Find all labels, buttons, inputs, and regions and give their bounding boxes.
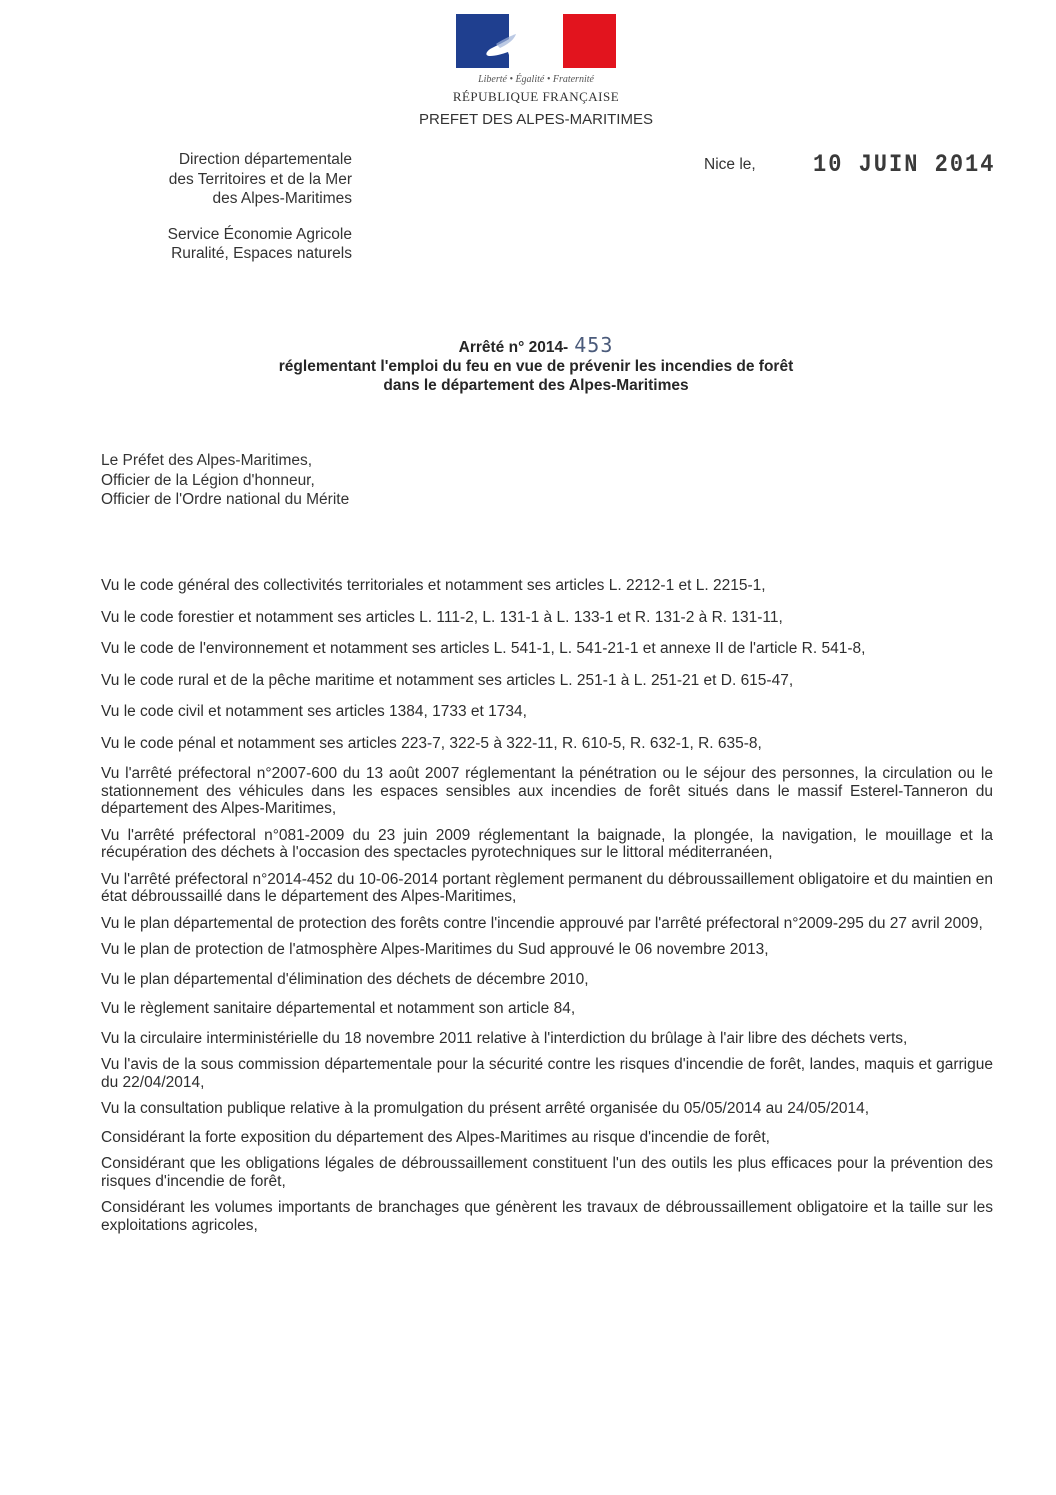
visa-paragraph: Vu le code civil et notamment ses articles 1384, 1733 et 1734, [101, 703, 527, 720]
visa-paragraph: Vu le code de l'environnement et notamment ses articles L. 541-1, L. 541-21-1 et annexe II de l'article R. 541-8, [101, 640, 866, 657]
visas-list [101, 577, 993, 1234]
prefect-line: Officier de la Légion d'honneur, [101, 471, 315, 489]
decree-title [180, 333, 892, 395]
date-stamp: 10 JUIN 2014 [813, 150, 996, 179]
prefecture-label: PREFET DES ALPES-MARITIMES [419, 111, 653, 128]
visa-paragraph: Vu le code rural et de la pêche maritime et notamment ses articles L. 251-1 à L. 251-21 et D. 615-47, [101, 671, 794, 689]
visa-paragraph: Vu la consultation publique relative à la promulgation du présent arrêté organisée du 05/05/2014 au 24/05/2014, [101, 1100, 870, 1117]
visa-paragraph: Vu le plan départemental de protection des forêts contre l'incendie approuvé par l'arrêté préfectoral n°2009-295 du 27 avril 2009, [101, 914, 983, 932]
decree-title-line: dans le département des Alpes-Maritimes [383, 377, 689, 394]
sub-service-line: Ruralité, Espaces naturels [171, 245, 352, 262]
decree-number-prefix: Arrêté n° 2014- [458, 339, 569, 356]
marianne-logo-icon [456, 14, 616, 68]
date-place: Nice le, [704, 156, 756, 173]
prefect-line: Le Préfet des Alpes-Maritimes, [101, 452, 313, 469]
visa-paragraph: Vu l'arrêté préfectoral n°081-2009 du 23 juin 2009 réglementant la baignade, la plongée, la navigation, le mouillage et la récupération des déchets à l'occasion des spectacles pyrotechniques sur le littoral méditerranéen, [101, 826, 993, 861]
visa-paragraph: Vu le règlement sanitaire départemental et notamment son article 84, [101, 1000, 576, 1017]
issuing-service [120, 150, 352, 264]
considering-paragraph: Considérant la forte exposition du département des Alpes-Maritimes au risque d'incendie de forêt, [101, 1128, 770, 1146]
decree-title-line: réglementant l'emploi du feu en vue de prévenir les incendies de forêt [278, 358, 794, 375]
visa-paragraph: Vu le code pénal et notamment ses articles 223-7, 322-5 à 322-11, R. 610-5, R. 632-1, R. 635-8, [101, 734, 762, 752]
visa-paragraph: Vu l'arrêté préfectoral n°2014-452 du 10-06-2014 portant règlement permanent du débroussaillement obligatoire et du maintien en état débroussaillé dans le département des Alpes-Maritimes, [101, 870, 993, 905]
visa-paragraph: Vu l'arrêté préfectoral n°2007-600 du 13 août 2007 réglementant la pénétration ou le séjour des personnes, la circulation ou le stationnement des véhicules dans les espaces sensibles aux incendies de forêt situés dans le massif Esterel-Tanneron du département des Alpes-Maritimes, [101, 765, 993, 817]
visa-paragraph: Vu le plan départemental d'élimination des déchets de décembre 2010, [101, 970, 589, 988]
considering-paragraph: Considérant que les obligations légales de débroussaillement constituent l'un des outils les plus efficaces pour la prévention des risques d'incendie de forêt, [101, 1155, 993, 1190]
visa-paragraph: Vu la circulaire interministérielle du 18 novembre 2011 relative à l'interdiction du brûlage à l'air libre des déchets verts, [101, 1029, 908, 1047]
prefect-titles [101, 451, 349, 510]
republique-francaise-logo [456, 14, 616, 68]
visa-paragraph: Vu l'avis de la sous commission départementale pour la sécurité contre les risques d'incendie de forêt, landes, maquis et garrigue du 22/04/2014, [101, 1056, 993, 1091]
prefect-line: Officier de l'Ordre national du Mérite [101, 491, 350, 508]
sub-service-line: Service Économie Agricole [167, 225, 352, 243]
republic-motto: Liberté • Égalité • Fraternité [478, 74, 594, 85]
decree-handwritten-number: 453 [574, 333, 614, 357]
service-line: Direction départementale [178, 151, 352, 168]
republic-label: RÉPUBLIQUE FRANÇAISE [452, 89, 620, 104]
service-line: des Alpes-Maritimes [212, 190, 352, 207]
service-line: des Territoires et de la Mer [168, 170, 352, 188]
visa-paragraph: Vu le plan de protection de l'atmosphère Alpes-Maritimes du Sud approuvé le 06 novembre 2013, [101, 941, 769, 958]
visa-paragraph: Vu le code forestier et notamment ses articles L. 111-2, L. 131-1 à L. 133-1 et R. 131-2 à R. 131-11, [101, 608, 783, 626]
considering-paragraph: Considérant les volumes importants de branchages que génèrent les travaux de débroussaillement obligatoire et la taille sur les exploitations agricoles, [101, 1199, 993, 1234]
visa-paragraph: Vu le code général des collectivités territoriales et notamment ses articles L. 2212-1 et L. 2215-1, [101, 577, 766, 594]
